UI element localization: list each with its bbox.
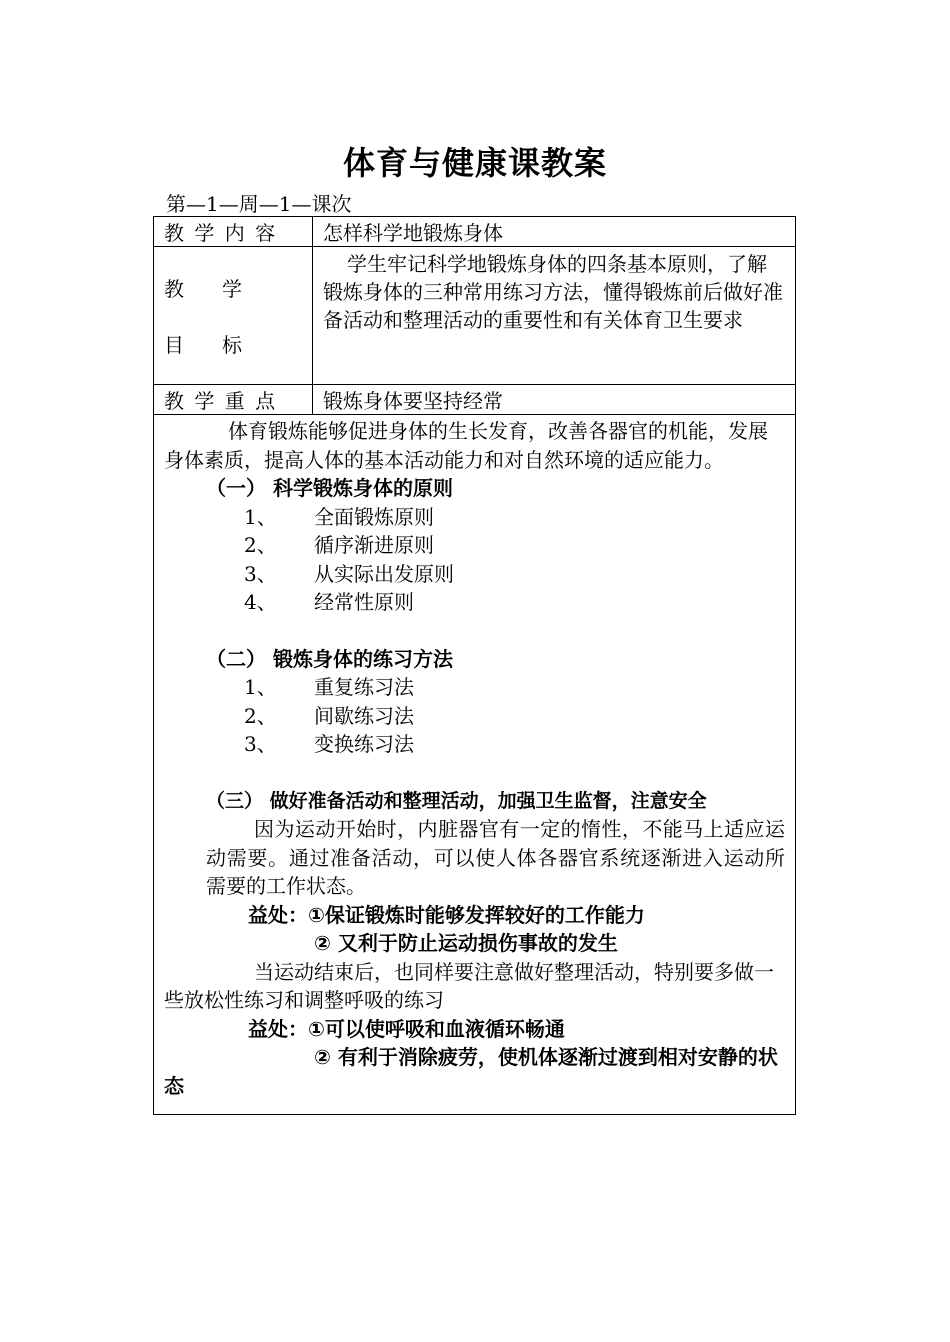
objective-label — [154, 247, 313, 385]
benefit-line: 益处：①可以使呼吸和血液循环畅通 — [248, 1016, 565, 1041]
key-label: 教 学 重 点 — [154, 385, 313, 415]
objective-label-char: 教 — [164, 277, 186, 301]
intro-paragraph: 体育锻炼能够促进身体的生长发育，改善各器官的机能，发展身体素质，提高人体的基本活动能力和对自然环境的适应能力。 — [164, 419, 768, 472]
lesson-plan-table — [153, 216, 796, 1115]
benefit-line: ② 又利于防止运动损伤事故的发生 — [314, 931, 618, 955]
list-item: 2、 间歇练习法 — [244, 703, 414, 728]
content-value: 怎样科学地锻炼身体 — [313, 217, 796, 247]
key-value: 锻炼身体要坚持经常 — [313, 385, 796, 415]
section-heading: （一） 科学锻炼身体的原则 — [206, 476, 453, 500]
lesson-number: 第—1—周—1—课次 — [166, 192, 352, 216]
list-item: 2、 循序渐进原则 — [244, 533, 434, 557]
cooldown-paragraph: 当运动结束后，也同样要注意做好整理活动，特别要多做一些放松性练习和调整呼吸的练习 — [164, 959, 774, 1012]
list-item: 3、 变换练习法 — [244, 732, 414, 756]
benefit-line: 益处：①保证锻炼时能够发挥较好的工作能力 — [248, 902, 645, 927]
list-item: 1、 重复练习法 — [244, 675, 414, 699]
warmup-paragraph: 因为运动开始时，内脏器官有一定的惰性，不能马上适应运动需要。通过准备活动，可以使人体各器官系统逐渐进入运动所需要的工作状态。 — [206, 817, 785, 898]
objective-label-char: 标 — [222, 333, 244, 357]
page-title: 体育与健康课教案 — [342, 144, 607, 182]
objective-label-char: 学 — [222, 277, 244, 301]
objective-text: 学生牢记科学地锻炼身体的四条基本原则，了解锻炼身体的三种常用练习方法，懂得锻炼前后做好准备活动和整理活动的重要性和有关体育卫生要求 — [313, 247, 796, 385]
list-item: 1、 全面锻炼原则 — [244, 504, 434, 529]
list-item: 4、 经常性原则 — [244, 590, 414, 614]
lesson-content — [154, 415, 796, 1115]
section-heading: （三） 做好准备活动和整理活动，加强卫生监督，注意安全 — [206, 789, 707, 812]
section-heading: （二） 锻炼身体的练习方法 — [206, 646, 453, 671]
objective-label-char: 目 — [164, 333, 186, 357]
benefit-line: ② 有利于消除疲劳，使机体逐渐过渡到相对安静的状态 — [164, 1045, 778, 1098]
content-label: 教 学 内 容 — [154, 217, 313, 247]
list-item: 3、 从实际出发原则 — [244, 561, 454, 586]
